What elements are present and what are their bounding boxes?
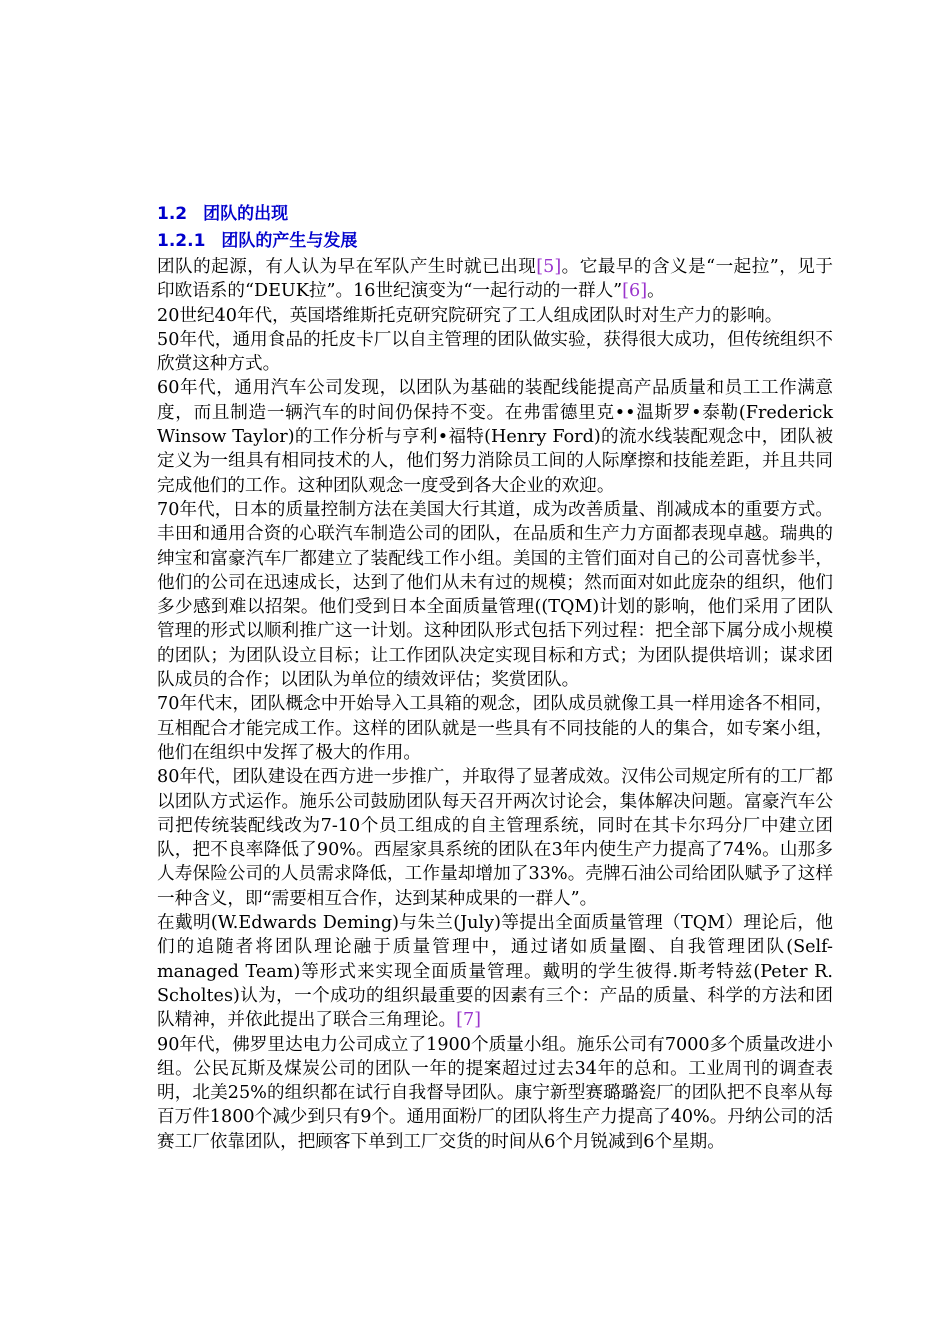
paragraph-1940s: 20世纪40年代，英国塔维斯托克研究院研究了工人组成团队时对生产力的影响。: [157, 305, 783, 326]
paragraph-1960s: 60年代，通用汽车公司发现，以团队为基础的装配线能提高产品质量和员工工作满意度，而且制造一辆汽车的时间仍保持不变。在弗雷德里克••温斯罗•泰勒(Frederick Winsow Taylor)的工作分析与亨利•福特(Henry Ford)的流水线装配观念中，团队被定义为一组具有相同技术的人，他们努力消除员工间的人际摩擦和技能差距，并且共同完成他们的工作。这种团队观念一度受到各大企业的欢迎。: [157, 378, 833, 496]
body-text: [157, 255, 833, 1154]
section-title: 团队的出现: [203, 204, 289, 224]
paragraph-1970s: 70年代，日本的质量控制方法在美国大行其道，成为改善质量、削减成本的重要方式。丰田和通用合资的心联汽车制造公司的团队，在品质和生产力方面都表现卓越。瑞典的绅宝和富豪汽车厂都建立了装配线工作小组。美国的主管们面对自己的公司喜忧参半，他们的公司在迅速成长，达到了他们从未有过的规模；然而面对如此庞杂的组织，他们多少感到难以招架。他们受到日本全面质量管理((TQM)计划的影响，他们采用了团队管理的形式以顺利推广这一计划。这种团队形式包括下列过程：把全部下属分成小规模的团队；为团队设立目标；让工作团队决定实现目标和方式；为团队提供培训；谋求团队成员的合作；以团队为单位的绩效评估；奖赏团队。: [157, 499, 833, 691]
citation-link[interactable]: [5]: [536, 257, 562, 277]
citation-link[interactable]: [7]: [456, 1010, 482, 1031]
paragraph-tqm: [157, 911, 833, 1032]
subsection-number: 1.2.1: [157, 231, 206, 251]
paragraph-text: 。: [647, 281, 665, 302]
subsection-heading: [157, 227, 833, 255]
citation-link[interactable]: [6]: [622, 281, 648, 302]
section-number: 1.2: [157, 204, 188, 224]
paragraph-origin: [157, 255, 833, 304]
paragraph-text: 。它最早的含义是“一起拉”，见于印欧语系的“DEUK拉”。16世纪演变为“一起行动的一群人”: [157, 257, 833, 302]
section-heading: [157, 200, 833, 228]
paragraph-1990s: 90年代，佛罗里达电力公司成立了1900个质量小组。施乐公司有7000多个质量改进小组。公民瓦斯及煤炭公司的团队一年的提案超过过去34年的总和。工业周刊的调查表明，北美25%的组织都在试行自我督导团队。康宁新型赛璐璐瓷厂的团队把不良率从每百万件1800个减少到只有9个。通用面粉厂的团队将生产力提高了40%。丹纳公司的活赛工厂依靠团队，把顾客下单到工厂交货的时间从6个月锐减到6个星期。: [157, 1034, 833, 1152]
paragraph-1980s: 80年代，团队建设在西方进一步推广，并取得了显著成效。汉伟公司规定所有的工厂都以团队方式运作。施乐公司鼓励团队每天召开两次讨论会，集体解决问题。富豪汽车公司把传统装配线改为7-10个员工组成的自主管理系统，同时在其卡尔玛分厂中建立团队，把不良率降低了90%。西屋家具系统的团队在3年内使生产力提高了74%。山那多人寿保险公司的人员需求降低，工作量却增加了33%。壳牌石油公司给团队赋予了这样一种含义，即“需要相互合作，达到某种成果的一群人”。: [157, 767, 833, 909]
document-page: [157, 200, 833, 1154]
subsection-title: 团队的产生与发展: [221, 231, 358, 251]
paragraph-late-1970s: 70年代末，团队概念中开始导入工具箱的观念，团队成员就像工具一样用途各不相同，互相配合才能完成工作。这样的团队就是一些具有不同技能的人的集合，如专案小组，他们在组织中发挥了极大的作用。: [157, 694, 833, 763]
paragraph-text: 团队的起源，有人认为早在军队产生时就已出现: [157, 257, 537, 277]
paragraph-text: 在戴明(W.Edwards Deming)与朱兰(July)等提出全面质量管理（TQM）理论后，他们的追随者将团队理论融于质量管理中，通过诸如质量圈、自我管理团队(Self-managed Team)等形式来实现全面质量管理。戴明的学生彼得.斯考特兹(Peter R. Scholtes)认为，一个成功的组织最重要的因素有三个：产品的质量、科学的方法和团队精神，并依此提出了联合三角理论。: [157, 913, 833, 1031]
paragraph-1950s: 50年代，通用食品的托皮卡厂以自主管理的团队做实验，获得很大成功，但传统组织不欣赏这种方式。: [157, 329, 833, 375]
